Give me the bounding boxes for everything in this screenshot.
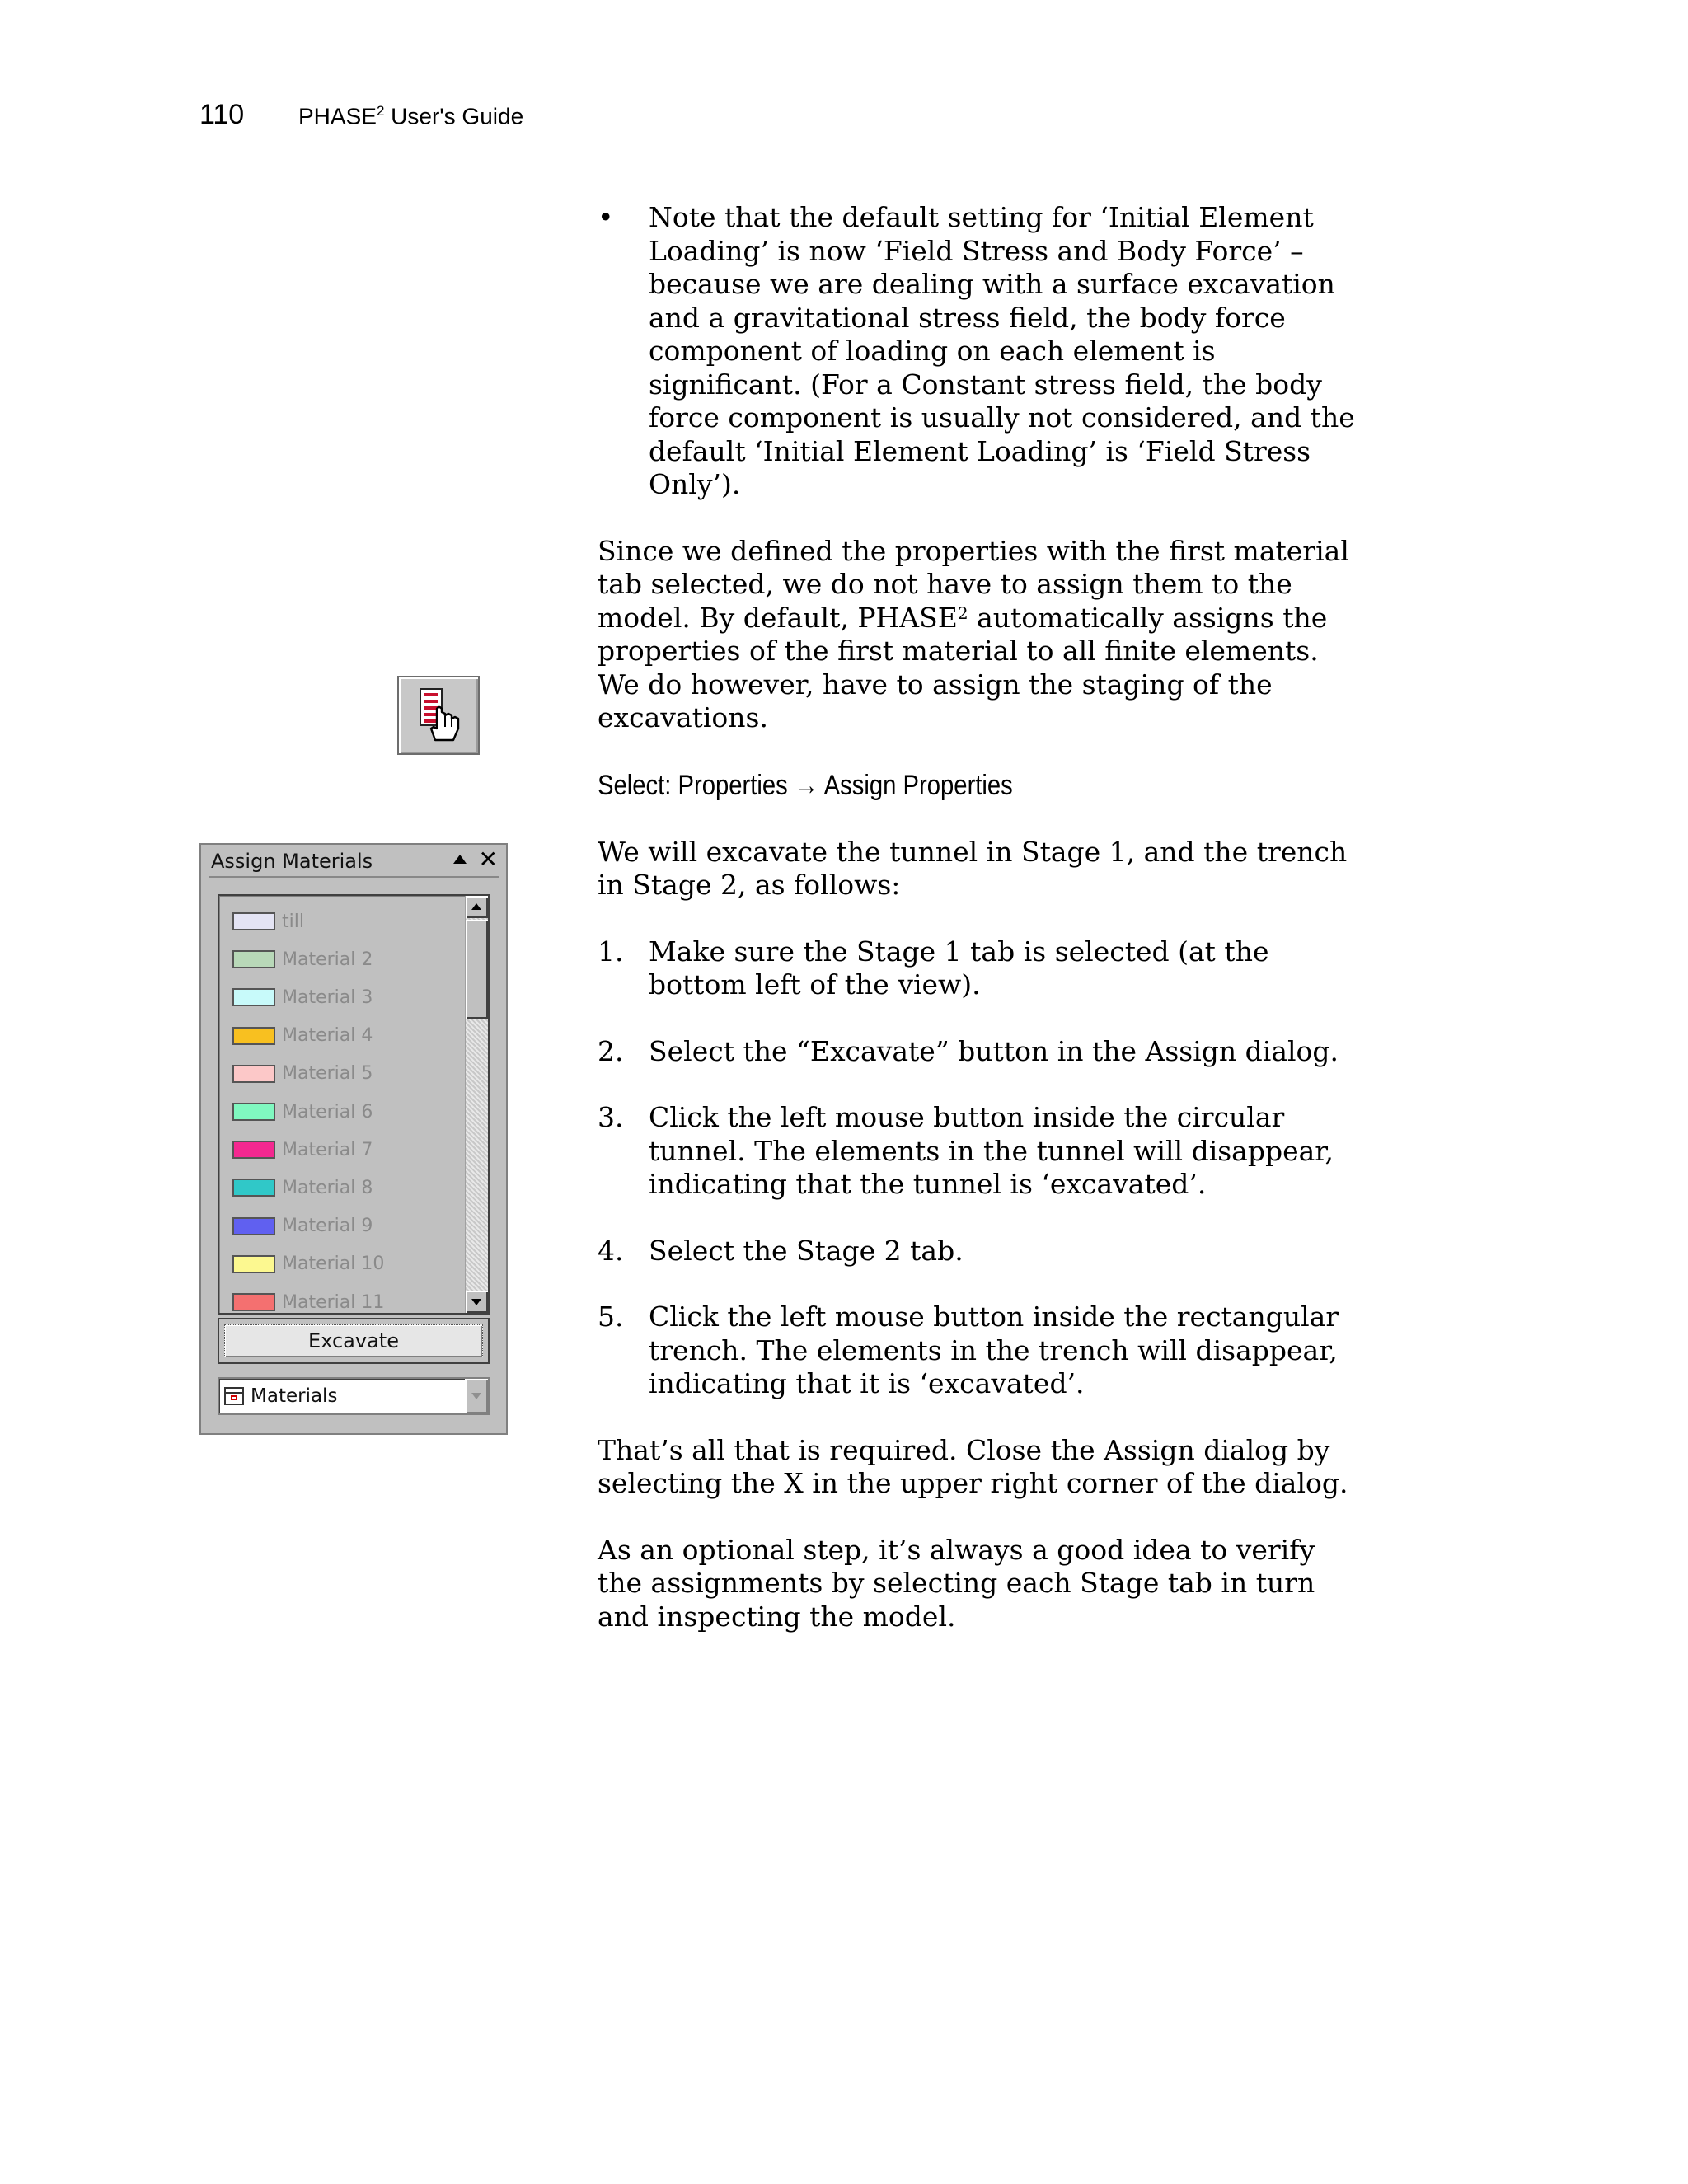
steps-list: [598, 935, 1356, 1401]
material-list-item[interactable]: [232, 947, 463, 972]
materials-list: [219, 896, 463, 1313]
scroll-down-button[interactable]: [466, 1291, 488, 1313]
material-color-swatch: [232, 1217, 275, 1235]
select-instruction: Select: Properties → Assign Properties: [598, 769, 1013, 801]
material-color-swatch: [232, 950, 275, 968]
material-label: Material 11: [282, 1291, 385, 1313]
dialog-title: Assign Materials: [211, 850, 373, 873]
step-number: 5.: [598, 1301, 624, 1333]
main-text: [598, 201, 1356, 1666]
material-color-swatch: [232, 988, 275, 1006]
material-color-swatch: [232, 1293, 275, 1311]
combo-value: Materials: [251, 1385, 338, 1407]
assign-materials-dialog: [199, 843, 508, 1435]
step-item: [598, 1101, 1356, 1202]
step-text: Select the Stage 2 tab.: [649, 1234, 964, 1267]
page-number: 110: [199, 99, 245, 130]
material-list-item[interactable]: [232, 1062, 463, 1086]
excavate-frame: [218, 1318, 490, 1364]
step-item: [598, 1301, 1356, 1401]
material-color-swatch: [232, 1179, 275, 1197]
materials-icon: [224, 1387, 244, 1405]
step-item: [598, 935, 1356, 1002]
arrow-up-icon: [471, 903, 481, 910]
step-text: Select the “Excavate” button in the Assign dialog.: [649, 1034, 1339, 1067]
material-label: Material 8: [282, 1177, 373, 1198]
material-list-item[interactable]: [232, 985, 463, 1010]
material-color-swatch: [232, 1027, 275, 1045]
book-title: PHASE$^2$ User's Guide: [298, 102, 524, 129]
step-number: 3.: [598, 1101, 624, 1133]
material-label: Material 2: [282, 949, 373, 970]
assign-properties-icon[interactable]: [397, 676, 480, 755]
step-text: Click the left mouse button inside the rectangular trench. The elements in the trench will disappear, indicating that it is ‘excavated’.: [649, 1301, 1339, 1399]
paragraph-close-dialog: That’s all that is required. Close the Assign dialog by selecting the X in the upper right corner of the dialog.: [598, 1433, 1348, 1499]
chevron-down-icon: [471, 1393, 481, 1399]
scroll-thumb[interactable]: [466, 920, 488, 1019]
step-item: [598, 1035, 1356, 1069]
step-item: [598, 1235, 1356, 1268]
excavate-button[interactable]: Excavate: [224, 1324, 483, 1357]
arrow-down-icon: [471, 1299, 481, 1305]
paragraph-excavate-intro: We will excavate the tunnel in Stage 1, and the trench in Stage 2, as follows:: [598, 835, 1348, 901]
material-label: till: [282, 911, 304, 932]
paragraph-defaults: Since we defined the properties with the first material tab selected, we do not have to assign them to the model. By default, PHASE$^2$ automatically assigns the properties of the first material to all finite elements. We do however, have to assign the staging of the excavations.: [598, 534, 1349, 733]
step-number: 2.: [598, 1034, 624, 1067]
bullet-note: [598, 201, 1356, 502]
scroll-up-button[interactable]: [466, 896, 488, 918]
material-label: Material 4: [282, 1025, 373, 1047]
page-header: [199, 99, 523, 131]
bullet-mark: •: [598, 201, 614, 233]
material-list-item[interactable]: [232, 1290, 463, 1313]
material-color-swatch: [232, 1141, 275, 1159]
material-color-swatch: [232, 1255, 275, 1273]
step-text: Make sure the Stage 1 tab is selected (at the bottom left of the view).: [649, 935, 1269, 1001]
material-label: Material 7: [282, 1139, 373, 1160]
material-color-swatch: [232, 912, 275, 930]
material-label: Material 6: [282, 1101, 373, 1122]
material-color-swatch: [232, 1103, 275, 1121]
material-label: Material 3: [282, 987, 373, 1008]
material-list-item[interactable]: [232, 1175, 463, 1200]
close-icon[interactable]: ✕: [478, 846, 498, 873]
material-list-item[interactable]: [232, 909, 463, 934]
paragraph-verify: As an optional step, it’s always a good idea to verify the assignments by selecting each Stage tab in turn and inspecting the model.: [598, 1533, 1315, 1633]
bullet-text: Note that the default setting for ‘Initial Element Loading’ is now ‘Field Stress and Body Force’ – because we are dealing with a surface excavation and a gravitational stress field, the body force component of loading on each element is significant. (For a Constant stress field, the body force component is usually not considered, and the default ‘Initial Element Loading’ is ‘Field Stress Only’).: [649, 201, 1355, 500]
material-label: Material 5: [282, 1063, 373, 1085]
material-color-swatch: [232, 1065, 275, 1083]
combo-dropdown-button[interactable]: [465, 1379, 488, 1413]
material-list-item[interactable]: [232, 1252, 463, 1277]
material-list-item[interactable]: [232, 1214, 463, 1239]
list-scrollbar[interactable]: [465, 896, 488, 1313]
material-list-item[interactable]: [232, 1099, 463, 1124]
dialog-title-bar: [209, 846, 499, 878]
assign-properties-glyph: [409, 686, 471, 748]
material-list-item[interactable]: [232, 1137, 463, 1162]
step-number: 4.: [598, 1234, 624, 1267]
material-label: Material 9: [282, 1216, 373, 1237]
step-number: 1.: [598, 935, 624, 968]
material-list-item[interactable]: [232, 1024, 463, 1048]
materials-list-panel: [218, 894, 490, 1315]
material-label: Material 10: [282, 1254, 385, 1275]
property-type-combo[interactable]: [218, 1377, 490, 1415]
triangle-up-icon[interactable]: [453, 855, 467, 864]
step-text: Click the left mouse button inside the circular tunnel. The elements in the tunnel will disappear, indicating that the tunnel is ‘excavated’.: [649, 1101, 1334, 1200]
